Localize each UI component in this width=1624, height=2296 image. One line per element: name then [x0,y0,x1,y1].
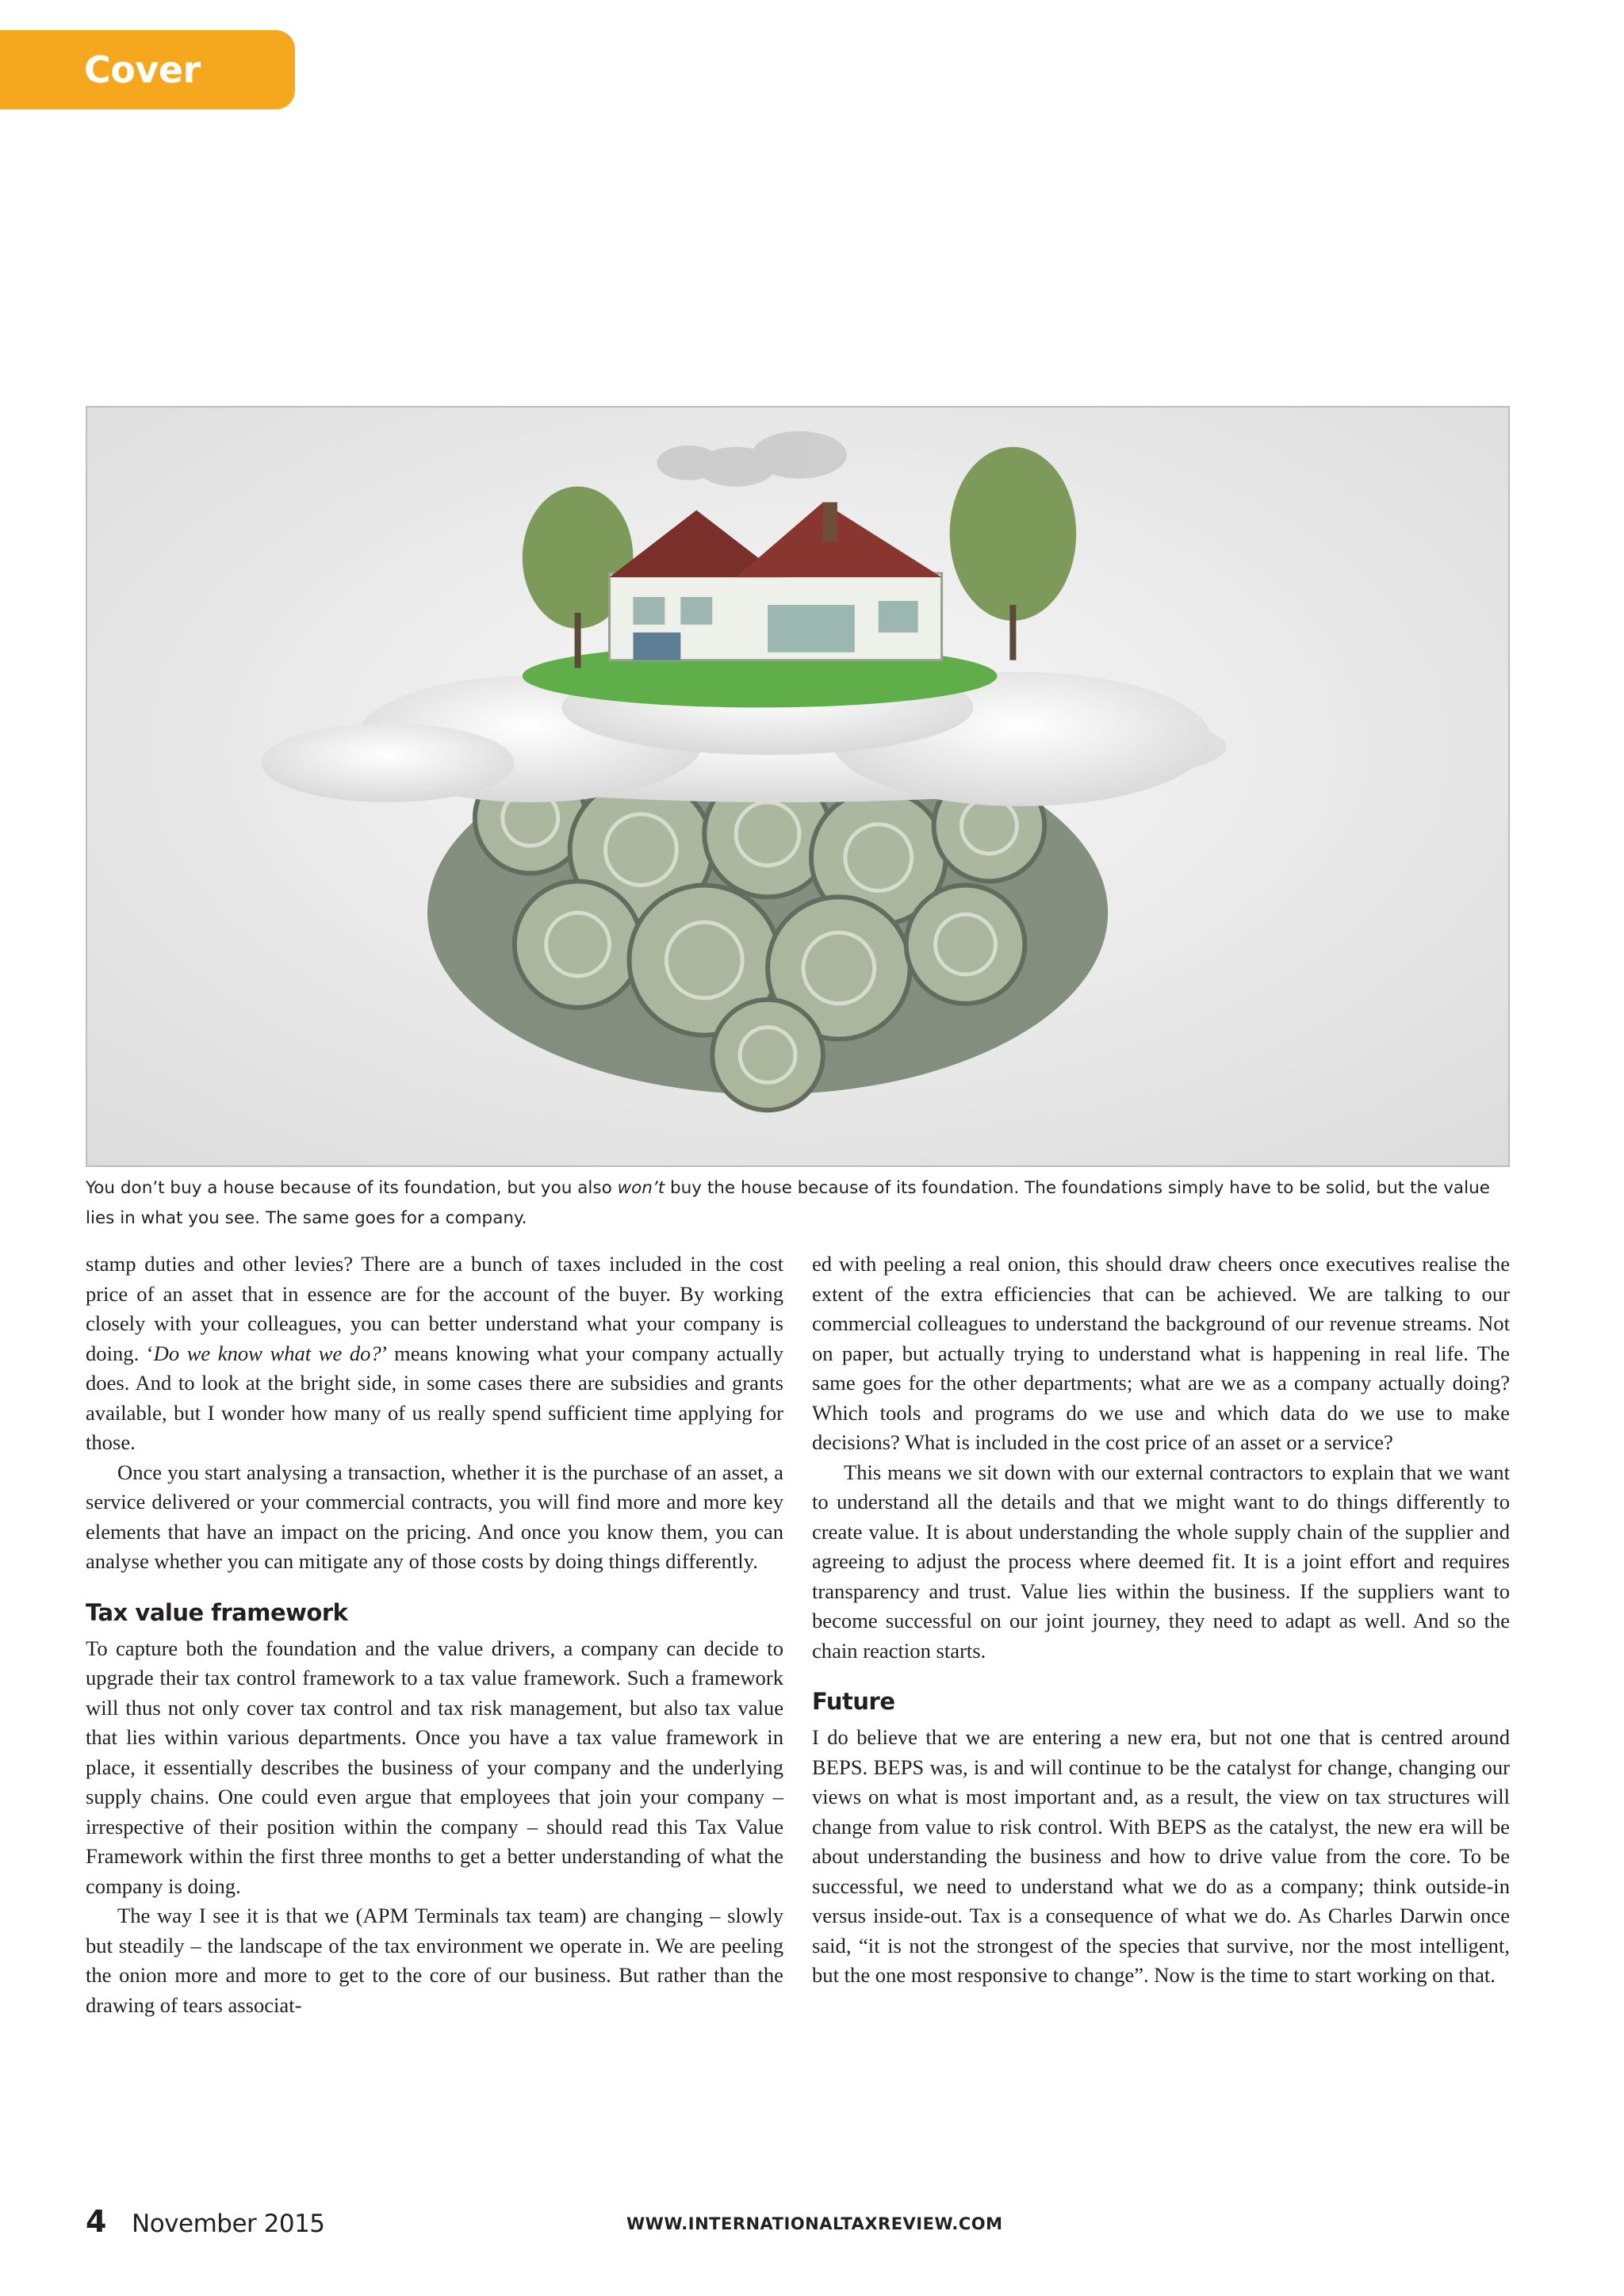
quote-text: Do we know what we do? [153,1341,381,1365]
issue-date: November 2015 [132,2210,325,2238]
section-tab: Cover story [0,30,295,109]
caption-text-2: buy the house because of its foundation. The foundations simply have to be solid, but the value lies in what you see. The same goes for a company. [86,1178,1490,1228]
right-column [812,1249,1510,1991]
paragraph: The way I see it is that we (APM Terminals tax team) are changing – slowly but steadily – the landscape of the tax environment we operate in. We are peeling the onion more and more to get to the core of our business. But rather than the drawing of tears associat- [86,1904,783,2017]
paragraph-text: ’ means knowing what your company actually does. And to look at the bright side, in some cases there are subsidies and grants available, but I wonder how many of us really spend sufficient time applying for those. [86,1341,783,1454]
left-column [86,1249,783,2020]
caption-emphasis: won’t [617,1178,665,1198]
paragraph: This means we sit down with our external contractors to explain that we want to understand all the details and that we might want to do things differently to create value. It is about understanding the whole supply chain of the supplier and agreeing to adjust the process where deemed fit. It is a joint effort and requires transparency and trust. Value lies within the business. If the suppliers want to become successful on our joint journey, they need to adapt as well. And so the chain reaction starts. [812,1460,1510,1663]
image-caption [86,1173,1513,1234]
section-heading: Future [812,1688,895,1715]
floating-house-gears-image [87,408,1508,1165]
page-number: 4 [86,2204,107,2239]
section-heading: Tax value framework [86,1598,348,1626]
paragraph: ed with peeling a real onion, this should draw cheers once executives realise the extent of the extra efficiencies that can be achieved. We are talking to our commercial colleagues to understand the background of our revenue streams. Not on paper, but actually trying to understand what is happening in real life. The same goes for the other departments; what are we as a company actually doing? Which tools and programs do we use and which data do we use to make decisions? What is included in the cost price of an asset or a service? [812,1252,1510,1454]
website-url: WWW.INTERNATIONALTAXREVIEW.COM [626,2214,1003,2233]
paragraph-text: stamp duties and other levies? There are a bunch of taxes included in the cost price of an asset that in essence are for the account of the buyer. By working closely with your colleagues, you can better understand what your company is doing. ‘ [86,1252,783,1365]
paragraph [86,1249,783,1458]
paragraph: Once you start analysing a transaction, whether it is the purchase of an asset, a service delivered or your commercial contracts, you will find more and more key elements that have an impact on the pricing. And once you know them, you can analyse whether you can mitigate any of those costs by doing things differently. [86,1460,783,1573]
paragraph: I do believe that we are entering a new era, but not one that is centred around BEPS. BEPS was, is and will continue to be the catalyst for change, changing our views on what is most important and, as a result, the view on tax structures will change from value to risk control. With BEPS as the catalyst, the new era will be about understanding the business and how to drive value from the core. To be successful, we need to understand what we do as a company; think outside-in versus inside-out. Tax is a consequence of what we do. As Charles Darwin once said, “it is not the strongest of the species that survive, nor the most intelligent, but the one most responsive to change”. Now is the time to start working on that. [812,1725,1510,1987]
paragraph: To capture both the foundation and the value drivers, a company can decide to upgrade their tax control framework to a tax value framework. Such a framework will thus not only cover tax control and tax risk management, but also tax value that lies within various departments. Once you have a tax value framework in place, it essentially describes the business of your company and the underlying supply chains. One could even argue that employees that join your company – irrespective of their position within the company – should read this Tax Value Framework within the first three months to get a better understanding of what the company is doing. [86,1636,783,1898]
cover-illustration [86,406,1510,1167]
caption-text-1: You don’t buy a house because of its foundation, but you also [86,1178,618,1198]
